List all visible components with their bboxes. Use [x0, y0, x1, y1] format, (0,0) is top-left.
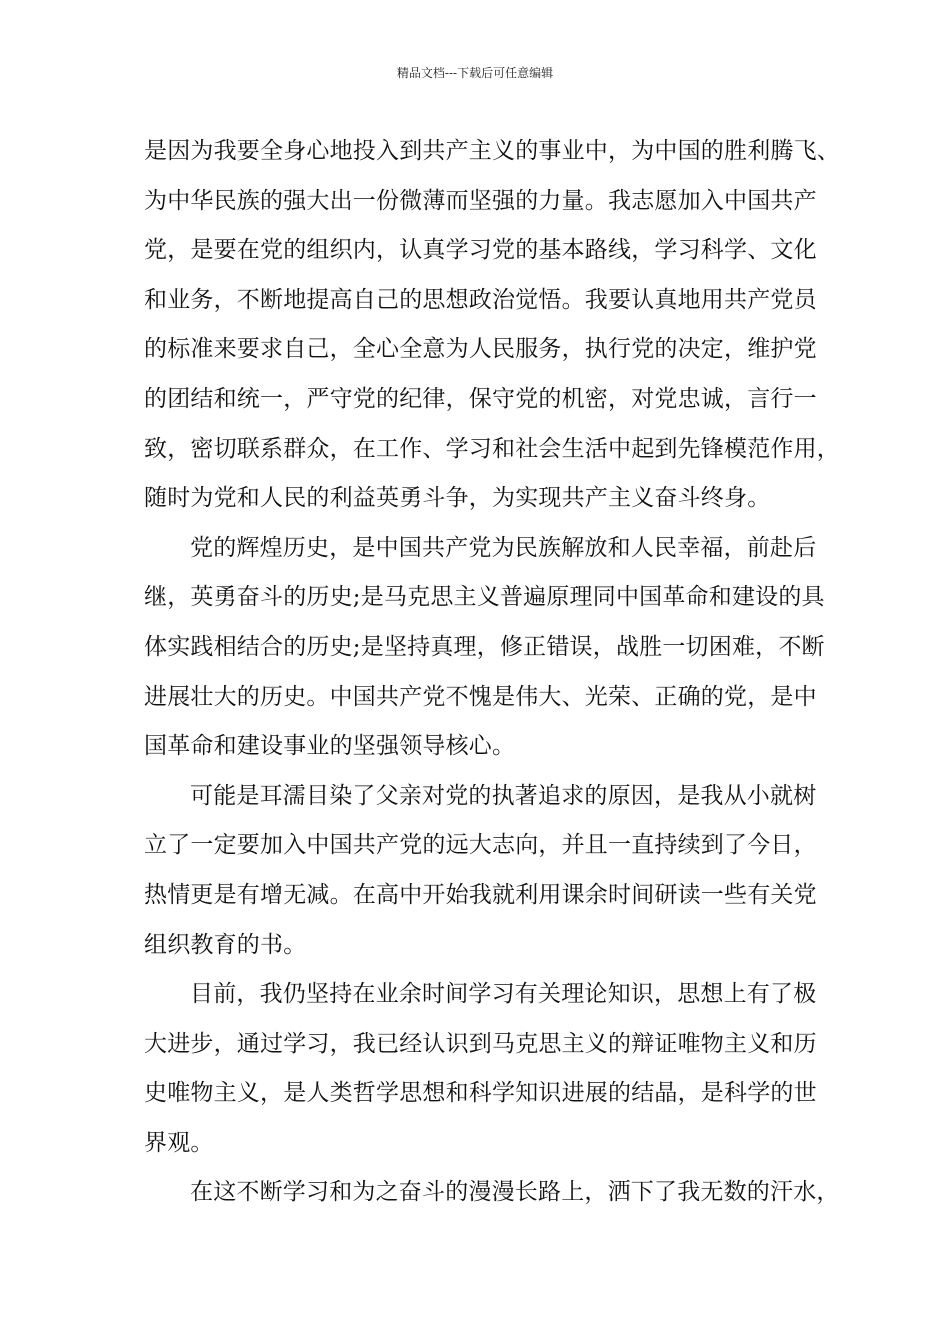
text-line: 目前，我仍坚持在业余时间学习有关理论知识，思想上有了极	[190, 981, 817, 1008]
text-line: 国革命和建设事业的坚强领导核心。	[144, 733, 516, 760]
text-line: 界观。	[144, 1129, 214, 1156]
text-line: 可能是耳濡目染了父亲对党的执著追求的原因，是我从小就树	[190, 782, 817, 809]
text-line: 党的辉煌历史，是中国共产党为民族解放和人民幸福，前赴后	[190, 534, 817, 561]
page-header: 精品文档---下载后可任意编辑	[396, 66, 554, 80]
text-line: 和业务，不断地提高自己的思想政治觉悟。我要认真地用共产党员	[144, 286, 817, 313]
text-line: 立了一定要加入中国共产党的远大志向，并且一直持续到了今日，	[144, 832, 817, 859]
text-line: 党，是要在党的组织内，认真学习党的基本路线，学习科学、文化	[144, 237, 817, 264]
text-line: 史唯物主义，是人类哲学思想和科学知识进展的结晶，是科学的世	[144, 1080, 817, 1107]
text-line: 随时为党和人民的利益英勇斗争，为实现共产主义奋斗终身。	[144, 485, 771, 512]
text-line: 热情更是有增无减。在高中开始我就利用课余时间研读一些有关党	[144, 881, 817, 908]
text-line: 体实践相结合的历史;是坚持真理，修正错误，战胜一切困难，不断	[144, 633, 825, 660]
text-line: 的团结和统一，严守党的纪律，保守党的机密，对党忠诚，言行一	[144, 385, 817, 412]
text-line: 的标准来要求自己，全心全意为人民服务，执行党的决定，维护党	[144, 336, 817, 363]
document-body	[144, 127, 840, 1218]
text-line: 进展壮大的历史。中国共产党不愧是伟大、光荣、正确的党，是中	[144, 683, 817, 710]
text-line: 组织教育的书。	[144, 931, 307, 958]
text-line: 大进步，通过学习，我已经认识到马克思主义的辩证唯物主义和历	[144, 1030, 817, 1057]
text-line: 为中华民族的强大出一份微薄而坚强的力量。我志愿加入中国共产	[144, 187, 817, 214]
text-line: 致，密切联系群众，在工作、学习和社会生活中起到先锋模范作用，	[144, 435, 840, 462]
text-line: 继，英勇奋斗的历史;是马克思主义普遍原理同中国革命和建设的具	[144, 584, 825, 611]
text-line: 是因为我要全身心地投入到共产主义的事业中，为中国的胜利腾飞、	[144, 138, 840, 164]
text-line: 在这不断学习和为之奋斗的漫漫长路上，洒下了我无数的汗水，	[190, 1179, 840, 1206]
